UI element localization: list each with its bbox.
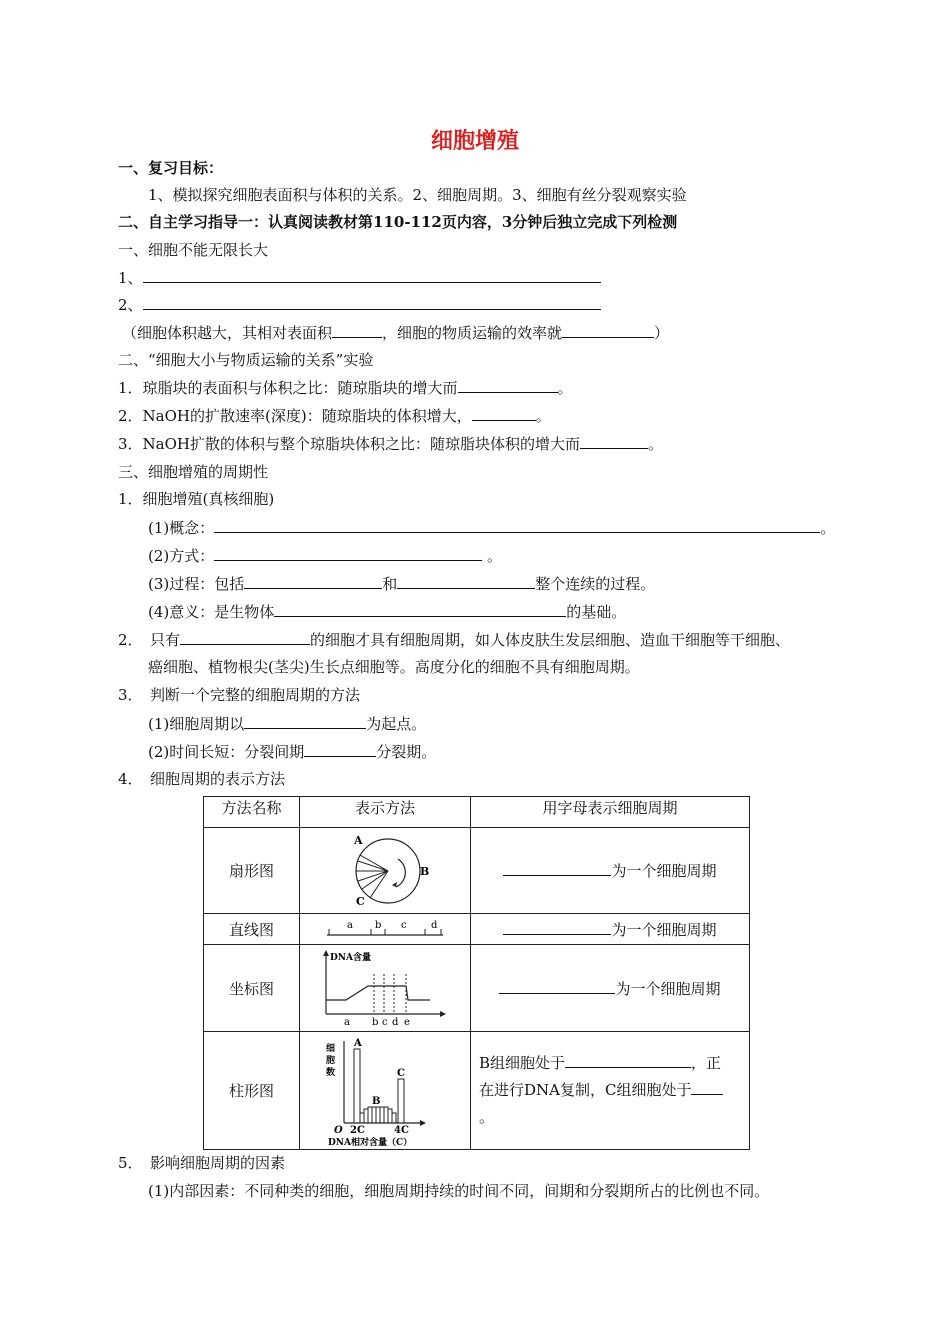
- bar-small: [368, 1107, 372, 1123]
- q1-text: 1．琼脂块的表面积与体积之比：随琼脂块的增大而: [118, 379, 458, 397]
- part2-q1: [118, 377, 573, 398]
- blank-meaning[interactable]: [274, 601, 566, 617]
- part3-p2: [118, 629, 790, 650]
- row-name-line: 直线图: [204, 914, 300, 945]
- line-answer-cell: [471, 914, 750, 945]
- bar-answer-c: 在进行DNA复制，C组细胞处于: [479, 1081, 692, 1099]
- blank-compare[interactable]: [304, 741, 376, 757]
- col-representation: 表示方法: [300, 797, 471, 828]
- sector-radius: [362, 871, 388, 889]
- col-method-name: 方法名称: [204, 797, 300, 828]
- row-name-sector: 扇形图: [204, 828, 300, 914]
- coord-label-e: e: [404, 1017, 410, 1028]
- p3-2-line: [148, 741, 436, 762]
- part3-p2-cont: 癌细胞、植物根尖(茎尖)生长点细胞等。高度分化的细胞不具有细胞周期。: [148, 658, 640, 676]
- part1-item2: [118, 294, 601, 315]
- paren-a: （细胞体积越大，其相对表面积: [122, 324, 333, 342]
- blank-process-1[interactable]: [244, 573, 382, 589]
- part3-p5: 5． 影响细胞周期的因素: [118, 1154, 286, 1172]
- part2-q3: [118, 433, 663, 454]
- q1-end: 。: [557, 379, 573, 397]
- mode-end: 。: [487, 547, 503, 565]
- blank-efficiency[interactable]: [562, 322, 654, 338]
- sector-arrow-arc: [396, 859, 405, 887]
- p3-1b: 为起点。: [366, 715, 427, 733]
- bar-origin: O: [334, 1124, 343, 1136]
- coord-label-a: a: [344, 1017, 350, 1028]
- blank-process-2[interactable]: [397, 573, 535, 589]
- coordinate-diagram: [320, 948, 450, 1028]
- q3-text: 3．NaOH扩散的体积与整个琼脂块体积之比：随琼脂块体积的增大而: [118, 435, 580, 453]
- bar-c: [398, 1079, 404, 1123]
- paren-c: ）: [654, 324, 670, 342]
- line-diagram: [325, 917, 445, 941]
- bar-ylabel-2: 胞: [326, 1055, 336, 1066]
- bar-small: [376, 1107, 380, 1123]
- part2-q2: [118, 405, 551, 426]
- x-axis-arrow: [440, 1011, 446, 1017]
- sector-answer-cell: [471, 828, 750, 914]
- concept-end: 。: [820, 519, 836, 537]
- mode-line: [148, 545, 502, 566]
- bar-label-b: B: [372, 1095, 381, 1107]
- meaning-line: [148, 601, 626, 622]
- sector-answer: 为一个细胞周期: [611, 862, 717, 880]
- bar-answer-b: ，正: [691, 1054, 722, 1072]
- blank-q2[interactable]: [472, 405, 536, 421]
- line-figure-cell: [300, 914, 471, 945]
- part1-item1: [118, 267, 601, 288]
- bar-small: [380, 1107, 384, 1123]
- bar-answer-a: B组细胞处于: [479, 1054, 566, 1072]
- mode-label: (2)方式：: [148, 547, 215, 565]
- concept-label: (1)概念：: [148, 519, 215, 537]
- sector-label-a: A: [354, 833, 363, 847]
- bar-small: [392, 1113, 396, 1123]
- coord-label-b: b: [372, 1017, 379, 1028]
- blank-item2[interactable]: [143, 294, 601, 310]
- table-row: [204, 828, 750, 914]
- meaning-a: (4)意义：是生物体: [148, 603, 275, 621]
- coord-answer: 为一个细胞周期: [615, 979, 721, 998]
- sector-figure-cell: [300, 828, 471, 914]
- table-header-row: [204, 797, 750, 828]
- bar-small: [360, 1113, 364, 1123]
- table-row: [204, 914, 750, 945]
- line-label-d: d: [431, 920, 438, 931]
- bar-answer-d: 。: [479, 1108, 495, 1126]
- line-label-c: c: [401, 920, 407, 931]
- bar-ylabel-3: 数: [326, 1067, 336, 1078]
- table-row: [204, 945, 750, 1032]
- part1-heading: 一、细胞不能无限长大: [118, 241, 269, 259]
- blank-q1[interactable]: [458, 377, 558, 393]
- page-title: 细胞增殖: [430, 129, 519, 154]
- part2-heading: 二、“细胞大小与物质运输的关系”实验: [118, 351, 374, 369]
- part3-p1: 1．细胞增殖(真核细胞): [118, 490, 275, 508]
- sector-radius: [370, 871, 388, 898]
- p2-b: 的细胞才具有细胞周期，如人体皮肤生发层细胞、造血干细胞等干细胞、: [310, 631, 791, 649]
- part3-p3: 3． 判断一个完整的细胞周期的方法: [118, 686, 361, 704]
- bar-x-2c: 2C: [350, 1124, 365, 1136]
- p3-2b: 分裂期。: [376, 743, 437, 761]
- line-label-b: b: [375, 920, 382, 931]
- bar-small: [364, 1109, 368, 1123]
- item2-label: 2、: [118, 296, 143, 314]
- blank-relative-area[interactable]: [332, 322, 382, 338]
- cell-cycle-methods-table: [203, 796, 750, 1150]
- process-b: 和: [382, 575, 398, 593]
- bar-small: [384, 1107, 388, 1123]
- coord-answer-cell: [471, 945, 750, 1032]
- blank-concept[interactable]: [214, 517, 820, 533]
- bar-diagram: [320, 1035, 450, 1147]
- bar-small: [372, 1107, 376, 1123]
- blank-bar-c[interactable]: [691, 1079, 723, 1095]
- bar-a: [354, 1049, 360, 1123]
- q2-end: 。: [535, 407, 551, 425]
- goals-text: 1、模拟探究细胞表面积与体积的关系。2、细胞周期。3、细胞有丝分裂观察实验: [148, 186, 687, 204]
- blank-bar-b[interactable]: [565, 1052, 691, 1068]
- row-name-bar: 柱形图: [204, 1032, 300, 1150]
- q3-end: 。: [648, 435, 664, 453]
- section-goals-heading: 一、复习目标：: [118, 159, 224, 177]
- concept-line: [148, 517, 835, 538]
- blank-start-point[interactable]: [244, 713, 366, 729]
- q2-text: 2．NaOH的扩散速率(深度)：随琼脂块的体积增大，: [118, 407, 472, 425]
- bar-x-4c: 4C: [394, 1124, 409, 1136]
- bar-label-c: C: [397, 1067, 405, 1079]
- blank-p2[interactable]: [180, 629, 310, 645]
- part1-paren: [122, 322, 669, 343]
- process-c: 整个连续的过程。: [535, 575, 656, 593]
- paren-b: ，细胞的物质运输的效率就: [382, 324, 563, 342]
- sector-label-c: C: [356, 894, 365, 908]
- sector-radius: [358, 871, 388, 881]
- item1-label: 1、: [118, 269, 143, 287]
- process-line: [148, 573, 655, 594]
- coord-label-c: c: [382, 1017, 388, 1028]
- sector-label-b: B: [420, 864, 430, 878]
- coord-figure-cell: [300, 945, 471, 1032]
- table-row: [204, 1032, 750, 1150]
- part3-p4: 4． 细胞周期的表示方法: [118, 770, 286, 788]
- part3-heading: 三、细胞增殖的周期性: [118, 463, 269, 481]
- p3-1-line: [148, 713, 426, 734]
- row-name-coord: 坐标图: [204, 945, 300, 1032]
- bar-xlabel: DNA相对含量（C）: [328, 1137, 413, 1147]
- p2-a: 2． 只有: [118, 631, 181, 649]
- line-label-a: a: [347, 920, 353, 931]
- blank-q3[interactable]: [580, 433, 648, 449]
- sector-diagram: [340, 831, 430, 911]
- section-guide-heading: 二、自主学习指导一：认真阅读教材第110-112页内容，3分钟后独立完成下列检测: [118, 213, 678, 231]
- y-axis-arrow: [323, 950, 329, 956]
- p3-1a: (1)细胞周期以: [148, 715, 245, 733]
- bar-label-a: A: [354, 1037, 362, 1049]
- blank-mode[interactable]: [214, 545, 482, 561]
- bar-ylabel-1: 细: [326, 1043, 336, 1054]
- meaning-b: 的基础。: [566, 603, 627, 621]
- blank-item1[interactable]: [143, 267, 601, 283]
- bar-x-arrow: [420, 1120, 426, 1126]
- process-a: (3)过程：包括: [148, 575, 245, 593]
- coord-ylabel: DNA含量: [330, 953, 372, 963]
- coord-label-d: d: [392, 1017, 399, 1028]
- bar-answer-cell: [471, 1032, 750, 1150]
- bar-small: [388, 1109, 392, 1123]
- dna-curve: [326, 986, 430, 1000]
- blank-sector[interactable]: [503, 860, 611, 876]
- part3-p5-1: (1)内部因素：不同种类的细胞，细胞周期持续的时间不同，间期和分裂期所占的比例也不同。: [148, 1182, 770, 1200]
- line-answer: 为一个细胞周期: [611, 920, 717, 939]
- col-letters: 用字母表示细胞周期: [471, 797, 750, 828]
- blank-coord[interactable]: [499, 978, 615, 994]
- p3-2a: (2)时间长短：分裂间期: [148, 743, 305, 761]
- bar-figure-cell: [300, 1032, 471, 1150]
- blank-line[interactable]: [503, 919, 611, 935]
